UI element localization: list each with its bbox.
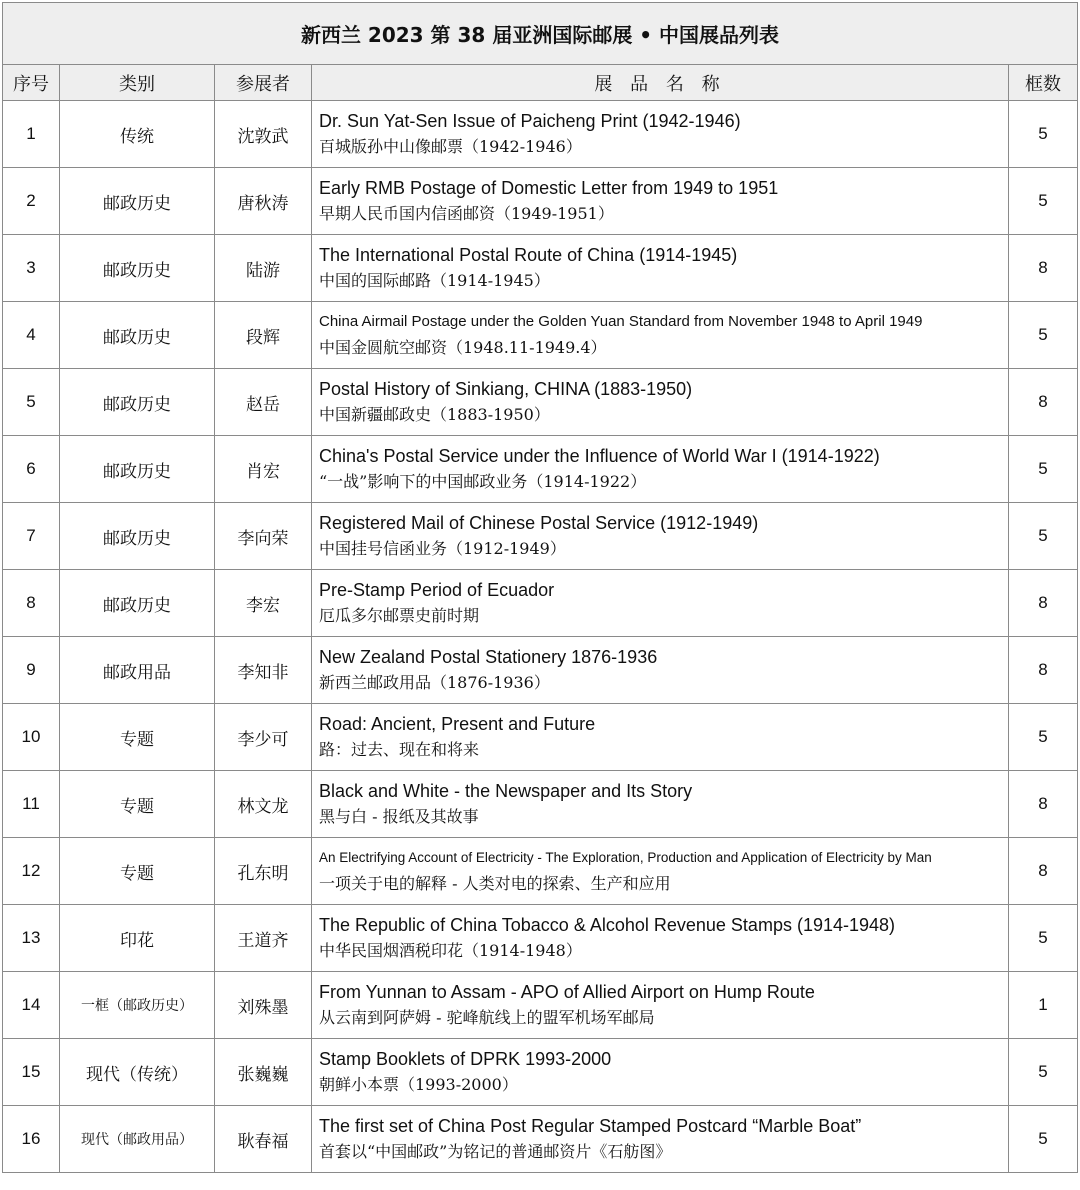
exhibit-title-zh: 厄瓜多尔邮票史前时期 (319, 606, 480, 625)
table-row (3, 302, 1078, 369)
table-title: 新西兰 2023 第 38 届亚洲国际邮展 • 中国展品列表 (3, 3, 1078, 65)
row-frames: 1 (1009, 972, 1078, 1039)
row-exhibitor: 沈敦武 (215, 101, 312, 168)
row-exhibitor: 孔东明 (215, 838, 312, 905)
row-no: 2 (3, 168, 60, 235)
row-category: 专题 (60, 704, 215, 771)
exhibit-title-zh: 从云南到阿萨姆 - 驼峰航线上的盟军机场军邮局 (319, 1008, 655, 1027)
row-no: 1 (3, 101, 60, 168)
header-category: 类别 (60, 65, 215, 101)
row-frames: 8 (1009, 570, 1078, 637)
header-frames: 框数 (1009, 65, 1078, 101)
exhibit-title-zh: 一项关于电的解释 - 人类对电的探索、生产和应用 (319, 874, 671, 893)
row-exhibitor: 李宏 (215, 570, 312, 637)
row-category: 邮政历史 (60, 570, 215, 637)
exhibit-title-en: Black and White - the Newspaper and Its Story (319, 781, 693, 801)
row-frames: 5 (1009, 101, 1078, 168)
exhibit-title-en: Registered Mail of Chinese Postal Service (1912-1949) (319, 513, 759, 533)
exhibit-title-en: The International Postal Route of China (1914-1945) (319, 245, 738, 265)
row-no: 5 (3, 369, 60, 436)
table-row (3, 369, 1078, 436)
row-no: 13 (3, 905, 60, 972)
exhibit-title-en: Road: Ancient, Present and Future (319, 714, 596, 734)
table-row (3, 1106, 1078, 1173)
row-frames: 8 (1009, 369, 1078, 436)
exhibit-title-zh: 中国挂号信函业务（1912-1949） (319, 539, 566, 558)
row-exhibit (312, 1106, 1009, 1173)
table-row (3, 771, 1078, 838)
row-exhibit (312, 168, 1009, 235)
exhibit-title-en: The first set of China Post Regular Stamped Postcard “Marble Boat” (319, 1116, 862, 1136)
exhibit-title-zh: “一战”影响下的中国邮政业务（1914-1922） (319, 472, 647, 491)
exhibit-title-en: Stamp Booklets of DPRK 1993-2000 (319, 1049, 612, 1069)
table-row (3, 838, 1078, 905)
row-category: 邮政历史 (60, 369, 215, 436)
row-no: 15 (3, 1039, 60, 1106)
row-frames: 5 (1009, 503, 1078, 570)
row-exhibit (312, 503, 1009, 570)
exhibit-title-zh: 路：过去、现在和将来 (319, 740, 480, 759)
table-row (3, 235, 1078, 302)
row-exhibit (312, 101, 1009, 168)
row-category: 一框（邮政历史） (60, 972, 215, 1039)
row-frames: 5 (1009, 1039, 1078, 1106)
header-exhibit: 展 品 名 称 (312, 65, 1009, 101)
row-no: 3 (3, 235, 60, 302)
row-exhibitor: 肖宏 (215, 436, 312, 503)
row-frames: 5 (1009, 436, 1078, 503)
row-no: 6 (3, 436, 60, 503)
row-no: 16 (3, 1106, 60, 1173)
table-row (3, 503, 1078, 570)
table-row (3, 972, 1078, 1039)
row-category: 专题 (60, 771, 215, 838)
row-frames: 8 (1009, 771, 1078, 838)
row-frames: 5 (1009, 905, 1078, 972)
row-exhibit (312, 570, 1009, 637)
row-frames: 8 (1009, 838, 1078, 905)
row-exhibitor: 王道齐 (215, 905, 312, 972)
row-exhibitor: 段辉 (215, 302, 312, 369)
row-exhibit (312, 838, 1009, 905)
row-category: 邮政用品 (60, 637, 215, 704)
exhibit-title-zh: 百城版孙中山像邮票（1942-1946） (319, 137, 582, 156)
row-category: 现代（邮政用品） (60, 1106, 215, 1173)
row-frames: 8 (1009, 235, 1078, 302)
table-row (3, 905, 1078, 972)
header-no: 序号 (3, 65, 60, 101)
row-frames: 5 (1009, 1106, 1078, 1173)
row-category: 邮政历史 (60, 302, 215, 369)
row-exhibitor: 唐秋涛 (215, 168, 312, 235)
row-no: 14 (3, 972, 60, 1039)
row-no: 10 (3, 704, 60, 771)
table-row (3, 1039, 1078, 1106)
row-frames: 5 (1009, 168, 1078, 235)
table-row (3, 101, 1078, 168)
row-no: 4 (3, 302, 60, 369)
row-exhibit (312, 302, 1009, 369)
exhibit-list-sheet (2, 2, 1077, 1173)
table-row (3, 570, 1078, 637)
row-exhibitor: 张巍巍 (215, 1039, 312, 1106)
row-exhibit (312, 235, 1009, 302)
row-category: 邮政历史 (60, 235, 215, 302)
row-exhibitor: 耿春福 (215, 1106, 312, 1173)
exhibit-title-en: New Zealand Postal Stationery 1876-1936 (319, 647, 658, 667)
row-exhibitor: 李向荣 (215, 503, 312, 570)
row-category: 邮政历史 (60, 168, 215, 235)
row-no: 7 (3, 503, 60, 570)
exhibit-title-zh: 中华民国烟酒税印花（1914-1948） (319, 941, 582, 960)
row-exhibit (312, 436, 1009, 503)
row-category: 邮政历史 (60, 503, 215, 570)
exhibit-title-zh: 首套以“中国邮政”为铭记的普通邮资片《石舫图》 (319, 1142, 672, 1161)
table-row (3, 168, 1078, 235)
exhibit-title-en: The Republic of China Tobacco & Alcohol Revenue Stamps (1914-1948) (319, 915, 896, 935)
exhibit-title-zh: 中国的国际邮路（1914-1945） (319, 271, 550, 290)
header-exhibitor: 参展者 (215, 65, 312, 101)
exhibit-title-en: Postal History of Sinkiang, CHINA (1883-1950) (319, 379, 693, 399)
table-row (3, 637, 1078, 704)
row-exhibitor: 李知非 (215, 637, 312, 704)
row-frames: 5 (1009, 704, 1078, 771)
row-category: 邮政历史 (60, 436, 215, 503)
row-exhibitor: 李少可 (215, 704, 312, 771)
row-exhibitor: 陆游 (215, 235, 312, 302)
row-frames: 5 (1009, 302, 1078, 369)
row-category: 印花 (60, 905, 215, 972)
row-exhibit (312, 905, 1009, 972)
row-exhibitor: 刘殊墨 (215, 972, 312, 1039)
row-frames: 8 (1009, 637, 1078, 704)
exhibit-title-en: Pre-Stamp Period of Ecuador (319, 580, 555, 600)
row-exhibitor: 林文龙 (215, 771, 312, 838)
table-row (3, 436, 1078, 503)
row-category: 专题 (60, 838, 215, 905)
exhibit-title-zh: 中国新疆邮政史（1883-1950） (319, 405, 550, 424)
row-exhibit (312, 704, 1009, 771)
exhibit-title-en: Dr. Sun Yat-Sen Issue of Paicheng Print (1942-1946) (319, 111, 741, 131)
exhibit-title-en: China Airmail Postage under the Golden Yuan Standard from November 1948 to April 1949 (319, 313, 923, 330)
row-no: 9 (3, 637, 60, 704)
row-no: 8 (3, 570, 60, 637)
row-no: 11 (3, 771, 60, 838)
exhibit-title-en: China's Postal Service under the Influence of World War I (1914-1922) (319, 446, 880, 466)
exhibit-title-zh: 黑与白 - 报纸及其故事 (319, 807, 479, 826)
table-row (3, 704, 1078, 771)
header-row (3, 65, 1078, 101)
exhibit-title-zh: 中国金圆航空邮资（1948.11-1949.4） (319, 338, 607, 357)
row-category: 现代（传统） (60, 1039, 215, 1106)
exhibit-title-en: From Yunnan to Assam - APO of Allied Airport on Hump Route (319, 982, 815, 1002)
row-exhibit (312, 369, 1009, 436)
exhibit-title-zh: 早期人民币国内信函邮资（1949-1951） (319, 204, 614, 223)
exhibit-title-zh: 新西兰邮政用品（1876-1936） (319, 673, 550, 692)
row-exhibit (312, 637, 1009, 704)
exhibit-title-en: Early RMB Postage of Domestic Letter from 1949 to 1951 (319, 178, 779, 198)
row-category: 传统 (60, 101, 215, 168)
exhibit-table (2, 2, 1078, 1173)
row-exhibit (312, 972, 1009, 1039)
exhibit-title-en: An Electrifying Account of Electricity - The Exploration, Production and Application of Electricity by Man (319, 850, 932, 865)
row-exhibit (312, 1039, 1009, 1106)
row-exhibit (312, 771, 1009, 838)
exhibit-title-zh: 朝鲜小本票（1993-2000） (319, 1075, 518, 1094)
row-no: 12 (3, 838, 60, 905)
row-exhibitor: 赵岳 (215, 369, 312, 436)
